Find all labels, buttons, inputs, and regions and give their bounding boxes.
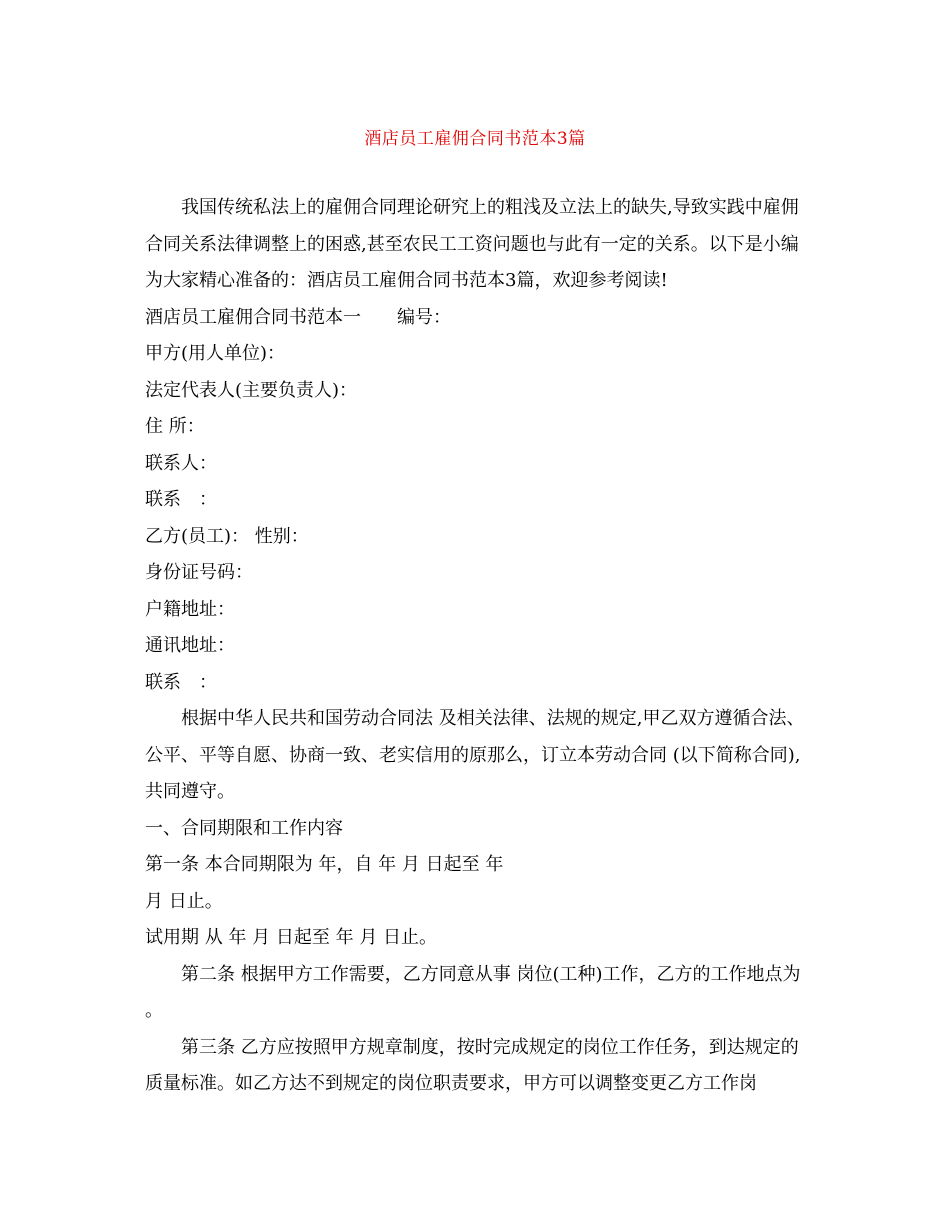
field-contact-b: 联系 ： [145,671,217,693]
field-household-address: 户籍地址： [145,598,235,620]
field-address: 住 所： [145,416,205,437]
document-title: 酒店员工雇佣合同书范本3篇 [364,129,586,149]
probation-paragraph: 试用期 从 年 月 日起至 年 月 日止。 [145,927,438,948]
field-id-number: 身份证号码： [145,562,253,583]
section-heading-line [145,300,810,337]
number-label: 编号： [397,306,451,328]
field-legal-representative: 法定代表人(主要负责人)： [145,379,358,401]
intro-paragraph: 我国传统私法上的雇佣合同理论研究上的粗浅及立法上的缺失,导致实践中雇佣合同关系法律调整上的困惑,甚至农民工工资问题也与此有一定的关系。以下是小编为大家精心准备的：酒店员工雇佣合同书范本3篇，欢迎参考阅读! [145,197,799,291]
chapter-one-heading: 一、合同期限和工作内容 [145,817,343,839]
field-mailing-address: 通讯地址： [145,635,235,656]
field-contact-a: 联系 ： [145,489,217,510]
article-three-paragraph: 第三条 乙方应按照甲方规章制度，按时完成规定的岗位工作任务，到达规定的质量标准。如乙方达不到规定的岗位职责要求，甲方可以调整变更乙方工作岗 [145,1036,799,1094]
article-one-line2: 月 日止。 [145,890,223,912]
article-one-line1: 第一条 本合同期限为 年，自 年 月 日起至 年 [145,854,504,875]
preamble-paragraph: 根据中华人民共和国劳动合同法 及相关法律、法规的规定,甲乙双方遵循合法、公平、平等自愿、协商一致、老实信用的原那么，订立本劳动合同 (以下简称合同),共同遵守。 [145,708,805,802]
field-contact-person: 联系人： [145,452,217,474]
field-party-b: 乙方(员工)： 性别： [145,525,309,547]
article-two-paragraph: 第二条 根据甲方工作需要，乙方同意从事 岗位(工种)工作，乙方的工作地点为 。 [145,963,801,1021]
section-heading: 酒店员工雇佣合同书范本一 [145,306,361,328]
document-body [145,190,810,1103]
field-party-a: 甲方(用人单位)： [145,343,286,364]
